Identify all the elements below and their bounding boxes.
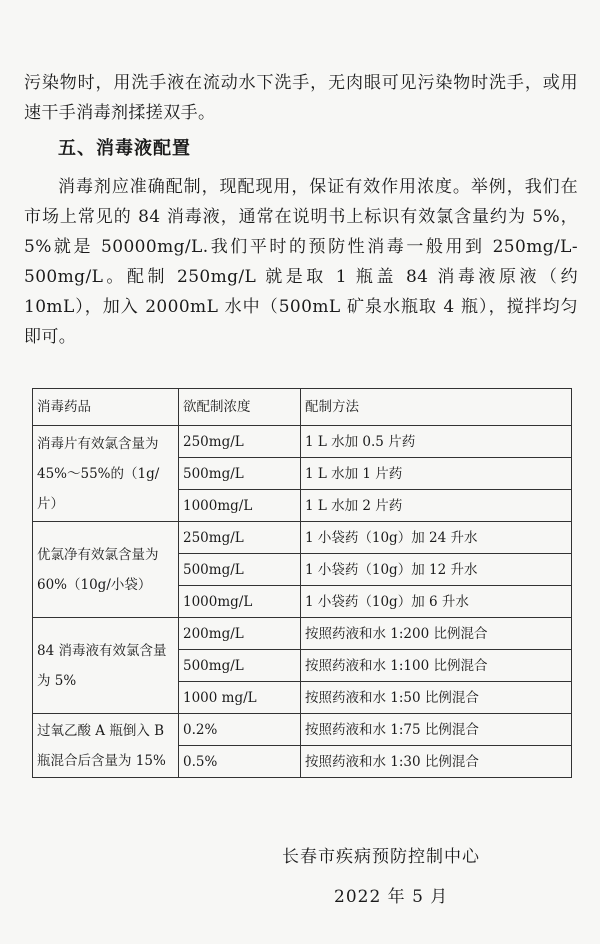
table-row (33, 426, 572, 458)
concentration-cell: 500mg/L (179, 554, 301, 586)
signature-organization: 长春市疾病预防控制中心 (282, 847, 480, 867)
method-cell: 1 小袋药（10g）加 12 升水 (301, 554, 572, 586)
method-cell: 按照药液和水 1:50 比例混合 (301, 682, 572, 714)
medicine-cell: 84 消毒液有效氯含量为 5% (33, 618, 179, 714)
table-row (33, 618, 572, 650)
concentration-cell: 500mg/L (179, 650, 301, 682)
header-method: 配制方法 (301, 389, 572, 426)
method-cell: 1 L 水加 0.5 片药 (301, 426, 572, 458)
concentration-cell: 200mg/L (179, 618, 301, 650)
concentration-cell: 250mg/L (179, 522, 301, 554)
method-cell: 1 小袋药（10g）加 24 升水 (301, 522, 572, 554)
concentration-cell: 1000 mg/L (179, 682, 301, 714)
method-cell: 按照药液和水 1:75 比例混合 (301, 714, 572, 746)
method-cell: 1 L 水加 1 片药 (301, 458, 572, 490)
medicine-cell: 优氯净有效氯含量为 60%（10g/小袋） (33, 522, 179, 618)
table-row (33, 714, 572, 746)
method-cell: 1 L 水加 2 片药 (301, 490, 572, 522)
concentration-cell: 1000mg/L (179, 586, 301, 618)
method-cell: 按照药液和水 1:200 比例混合 (301, 618, 572, 650)
handwashing-paragraph: 污染物时，用洗手液在流动水下洗手，无肉眼可见污染物时洗手，或用速干手消毒剂揉搓双手。 (24, 73, 578, 123)
section-heading: 五、消毒液配置 (58, 138, 191, 159)
concentration-cell: 0.5% (179, 746, 301, 778)
method-cell: 按照药液和水 1:30 比例混合 (301, 746, 572, 778)
concentration-cell: 0.2% (179, 714, 301, 746)
concentration-cell: 1000mg/L (179, 490, 301, 522)
method-cell: 1 小袋药（10g）加 6 升水 (301, 586, 572, 618)
medicine-cell: 消毒片有效氯含量为 45%～55%的（1g/片） (33, 426, 179, 522)
signature-date: 2022 年 5 月 (334, 887, 449, 907)
concentration-cell: 250mg/L (179, 426, 301, 458)
table-header-row (33, 389, 572, 426)
header-concentration: 欲配制浓度 (179, 389, 301, 426)
concentration-cell: 500mg/L (179, 458, 301, 490)
method-cell: 按照药液和水 1:100 比例混合 (301, 650, 572, 682)
header-medicine: 消毒药品 (33, 389, 179, 426)
preparation-paragraph: 消毒剂应准确配制，现配现用，保证有效作用浓度。举例，我们在市场上常见的 84 消毒液，通常在说明书上标识有效氯含量约为 5%，5%就是 50000mg/L.我们平时的预防性消毒一般用到 250mg/L-500mg/L。配制 250mg/L 就是取 1 瓶盖 84 消毒液原液（约 10mL），加入 2000mL 水中（500mL 矿泉水瓶取 4 瓶），搅拌均匀即可。 (24, 177, 578, 347)
disinfectant-table (32, 388, 572, 778)
table-row (33, 522, 572, 554)
medicine-cell: 过氧乙酸 A 瓶倒入 B 瓶混合后含量为 15% (33, 714, 179, 778)
